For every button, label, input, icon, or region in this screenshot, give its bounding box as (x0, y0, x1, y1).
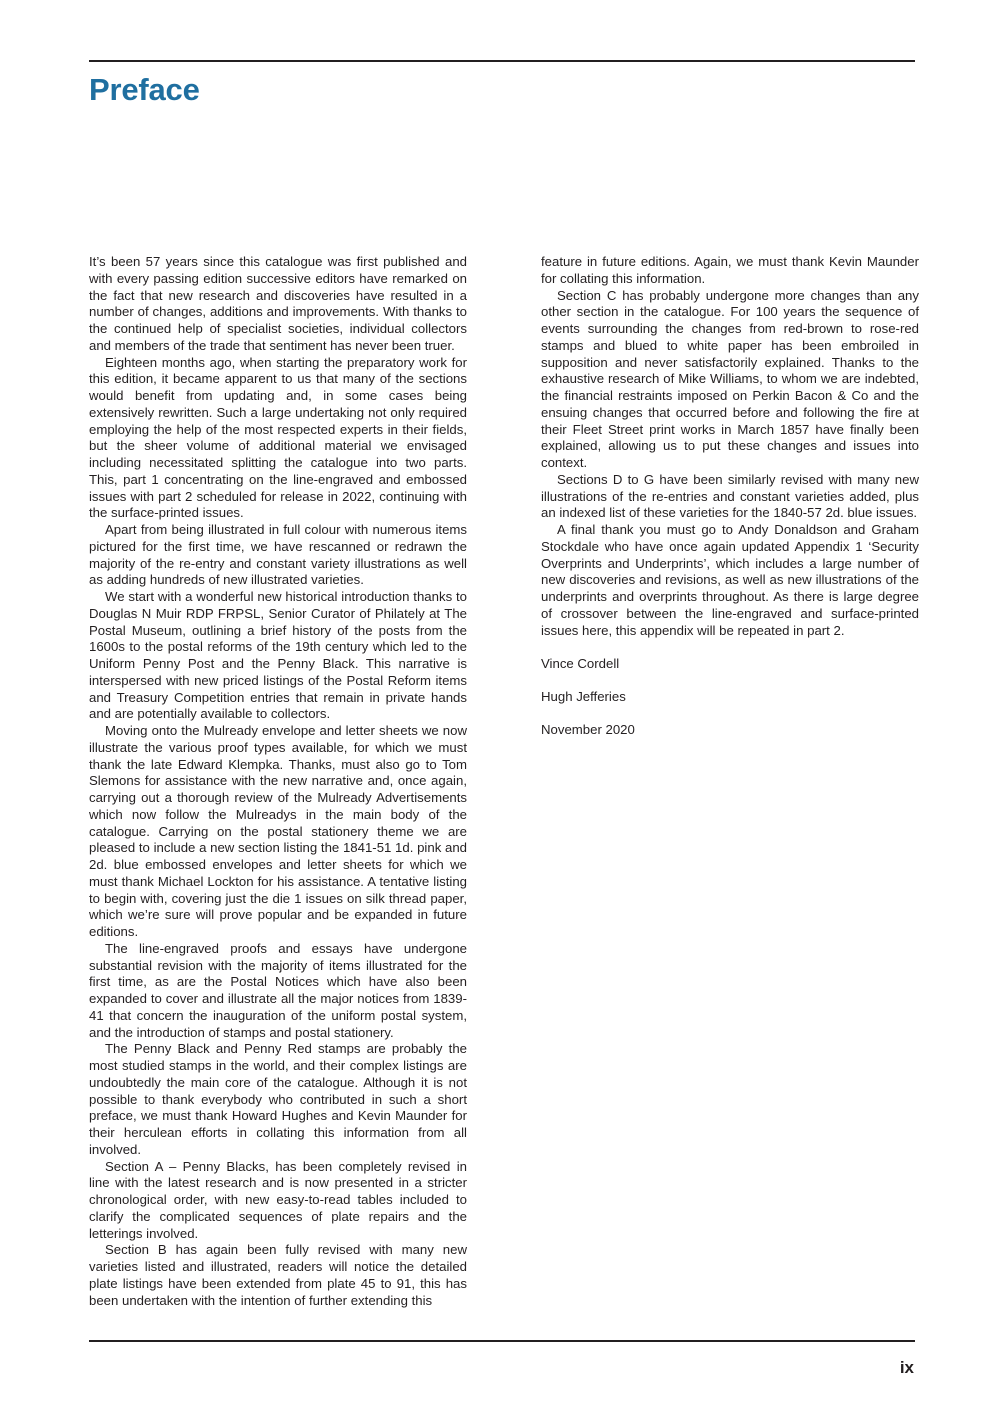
paragraph: Section A – Penny Blacks, has been completely revised in line with the latest research and is now presented in a stricter chronological order, with new easy-to-read tables included to clarify the complicated sequences of plate repairs and the letterings involved. (89, 1158, 467, 1241)
paragraph: Moving onto the Mulready envelope and letter sheets we now illustrate the various proof types available, for which we must thank the late Edward Klempka. Thanks, must also go to Tom Slemons for assistance with the new narrative and, once again, carrying out a thorough review of the Mulready Advertisements which now follow the Mulreadys in the main body of the catalogue. Carrying on the postal stationery theme we are pleased to include a new section listing the 1841-51 1d. pink and 2d. blue embossed envelopes and letter sheets for which we must thank Michael Lockton for his assistance. A tentative listing to begin with, covering just the die 1 issues on silk thread paper, which we’re sure will prove popular and be expanded in future editions. (89, 723, 467, 939)
date: November 2020 (541, 722, 635, 738)
right-column (541, 254, 919, 756)
author-name: Vince Cordell (541, 655, 620, 671)
paragraph: Section C has probably undergone more changes than any other section in the catalogue. For 100 years the sequence of events surrounding the changes from red-brown to rose-red stamps and blued to white paper has been embroiled in supposition and never satisfactorily explained. Thanks to the exhaustive research of Mike Williams, to whom we are indebted, the financial restraints imposed on Perkin Bacon & Co and the ensuing changes that occurred before and following the fire at their Fleet Street print works in March 1857 have finally been explained, allowing us to put these changes and issues into context. (541, 287, 919, 470)
page-number: ix (899, 1358, 914, 1377)
author-name: Hugh Jefferies (541, 689, 626, 704)
paragraph: It’s been 57 years since this catalogue was first published and with every passing edition successive editors have remarked on the fact that new research and discoveries have resulted in a number of changes, additions and improvements. With thanks to the continued help of specialist societies, individual collectors and members of the trade that sentiment has never been truer. (89, 254, 467, 353)
paragraph: Sections D to G have been similarly revised with many new illustrations of the re-entries and constant varieties added, plus an indexed list of these varieties for the 1840-57 2d. blue issues. (541, 471, 919, 521)
paragraph: Apart from being illustrated in full colour with numerous items pictured for the first time, we have rescanned or redrawn the majority of the re-entry and constant variety illustrations as well as adding hundreds of new illustrated varieties. (89, 522, 467, 588)
page-title: Preface (89, 72, 200, 107)
paragraph: Eighteen months ago, when starting the preparatory work for this edition, it became apparent to us that many of the sections would benefit from updating and, in some cases being extensively rewritten. Such a large undertaking not only required employing the help of the most respected experts in their fields, but the sheer volume of additional material we envisaged including necessitated splitting the catalogue into two parts. This, part 1 concentrating on the line-engraved and embossed issues with part 2 scheduled for release in 2022, continuing with the surface-printed issues. (89, 354, 467, 521)
paragraph: The Penny Black and Penny Red stamps are probably the most studied stamps in the world, and their complex listings are undoubtedly the main core of the catalogue. Although it is not possible to thank everybody who contributed in such a short preface, we must thank Howard Hughes and Kevin Maunder for their herculean efforts in collating this information from all involved. (89, 1041, 467, 1157)
paragraph: feature in future editions. Again, we must thank Kevin Maunder for collating this information. (541, 254, 919, 286)
left-column (89, 254, 467, 1309)
paragraph: The line-engraved proofs and essays have undergone substantial revision with the majority of items illustrated for the first time, as are the Postal Notices which have also been expanded to cover and illustrate all the major notices from 1839-41 that concern the inauguration of the uniform postal system, and the introduction of stamps and postal stationery. (89, 940, 467, 1040)
paragraph: Section B has again been fully revised with many new varieties listed and illustrated, readers will notice the detailed plate listings have been extended from plate 45 to 91, this has been undertaken with the intention of further extending this (89, 1242, 467, 1308)
paragraph: We start with a wonderful new historical introduction thanks to Douglas N Muir RDP FRPSL, Senior Curator of Philately at The Postal Museum, outlining a brief history of the posts from the 1600s to the postal reforms of the 19th century which led to the Uniform Penny Post and the Penny Black. This narrative is interspersed with new priced listings of the Postal Reform items and Treasury Competition entries that remain in private hands and are potentially available to collectors. (89, 589, 467, 722)
top-rule (89, 60, 915, 62)
paragraph: A final thank you must go to Andy Donaldson and Graham Stockdale who have once again updated Appendix 1 ‘Security Overprints and Underprints’, which includes a large number of new discoveries and revisions, as well as new illustrations of the underprints and overprints throughout. As there is large degree of crossover between the line-engraved and surface-printed issues here, this appendix will be repeated in part 2. (541, 522, 919, 638)
bottom-rule (89, 1340, 915, 1342)
signoff (541, 656, 919, 739)
